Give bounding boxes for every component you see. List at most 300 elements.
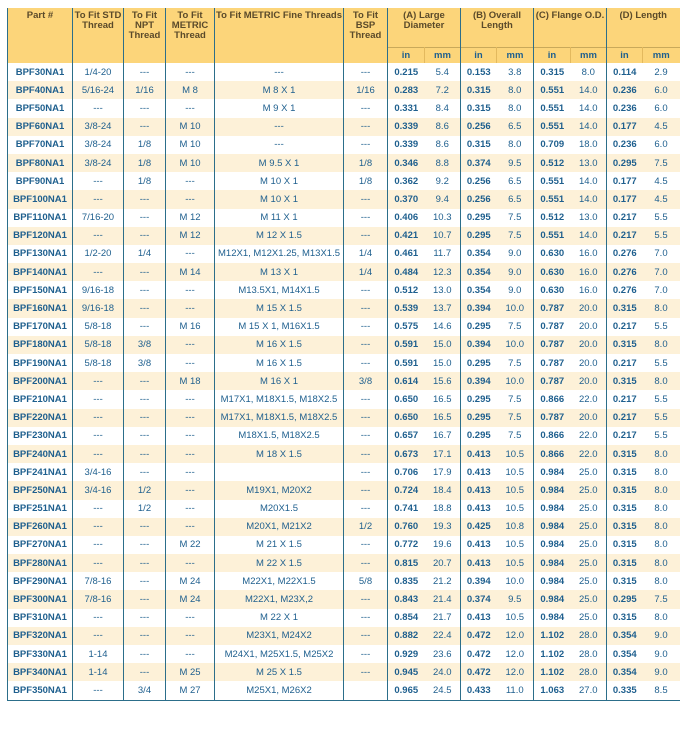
cell-overall-length-mm: 8.0 <box>497 99 534 117</box>
cell-overall-length-in: 0.256 <box>461 118 497 136</box>
cell-metric-fine-threads: M 12 X 1.5 <box>215 227 344 245</box>
cell-large-diameter-in: 0.339 <box>388 136 425 154</box>
cell-length-in: 0.217 <box>607 409 643 427</box>
cell-metric-fine-threads: M18X1.5, M18X2.5 <box>215 427 344 445</box>
cell-npt-thread: 3/8 <box>124 354 166 372</box>
cell-flange-od-mm: 13.0 <box>571 209 607 227</box>
table-row <box>8 118 680 136</box>
cell-metric-fine-threads: M17X1, M18X1.5, M18X2.5 <box>215 409 344 427</box>
cell-bsp-thread: 5/8 <box>344 572 388 590</box>
cell-flange-od-in: 1.102 <box>534 627 571 645</box>
unit-mm: mm <box>571 48 607 64</box>
table-row <box>8 445 680 463</box>
cell-large-diameter-in: 0.673 <box>388 445 425 463</box>
cell-npt-thread: 1/8 <box>124 136 166 154</box>
cell-std-thread: --- <box>73 263 124 281</box>
cell-bsp-thread: --- <box>344 609 388 627</box>
cell-large-diameter-in: 0.591 <box>388 354 425 372</box>
cell-metric-fine-threads: M 16 X 1 <box>215 372 344 390</box>
cell-std-thread: 9/16-18 <box>73 281 124 299</box>
cell-length-in: 0.217 <box>607 427 643 445</box>
cell-bsp-thread: 1/16 <box>344 81 388 99</box>
cell-flange-od-mm: 25.0 <box>571 518 607 536</box>
cell-large-diameter-in: 0.283 <box>388 81 425 99</box>
cell-flange-od-in: 0.984 <box>534 463 571 481</box>
cell-overall-length-mm: 6.5 <box>497 172 534 190</box>
cell-large-diameter-mm: 11.7 <box>425 245 461 263</box>
cell-metric-fine-threads: M 18 X 1.5 <box>215 445 344 463</box>
cell-large-diameter-mm: 16.5 <box>425 409 461 427</box>
unit-mm: mm <box>425 48 461 64</box>
header-std-thread: To Fit STD Thread <box>73 8 124 63</box>
cell-flange-od-mm: 18.0 <box>571 136 607 154</box>
cell-part-number: BPF180NA1 <box>8 336 73 354</box>
cell-length-in: 0.315 <box>607 336 643 354</box>
cell-std-thread: 5/16-24 <box>73 81 124 99</box>
cell-flange-od-in: 0.512 <box>534 209 571 227</box>
cell-part-number: BPF260NA1 <box>8 518 73 536</box>
cell-metric-fine-threads: M25X1, M26X2 <box>215 681 344 700</box>
cell-bsp-thread: --- <box>344 227 388 245</box>
cell-npt-thread: --- <box>124 118 166 136</box>
cell-metric-thread: --- <box>166 409 215 427</box>
cell-bsp-thread: 1/8 <box>344 154 388 172</box>
cell-metric-thread: M 16 <box>166 318 215 336</box>
cell-metric-fine-threads: M20X1, M21X2 <box>215 518 344 536</box>
cell-flange-od-mm: 27.0 <box>571 681 607 700</box>
cell-overall-length-in: 0.413 <box>461 445 497 463</box>
cell-large-diameter-mm: 7.2 <box>425 81 461 99</box>
cell-large-diameter-mm: 8.6 <box>425 118 461 136</box>
cell-metric-thread: --- <box>166 281 215 299</box>
table-row <box>8 681 680 700</box>
cell-part-number: BPF340NA1 <box>8 663 73 681</box>
table-row <box>8 518 680 536</box>
cell-npt-thread: --- <box>124 281 166 299</box>
cell-bsp-thread: --- <box>344 645 388 663</box>
cell-overall-length-mm: 10.8 <box>497 518 534 536</box>
cell-length-in: 0.236 <box>607 81 643 99</box>
cell-part-number: BPF320NA1 <box>8 627 73 645</box>
cell-overall-length-in: 0.394 <box>461 572 497 590</box>
cell-part-number: BPF300NA1 <box>8 590 73 608</box>
cell-length-mm: 7.0 <box>654 284 668 296</box>
cell-bsp-thread: --- <box>344 427 388 445</box>
cell-metric-fine-threads: M 25 X 1.5 <box>215 663 344 681</box>
cell-bsp-thread: --- <box>344 463 388 481</box>
table-row <box>8 536 680 554</box>
cell-bsp-thread: --- <box>344 536 388 554</box>
cell-length-mm: 6.0 <box>643 81 680 99</box>
cell-overall-length-in: 0.413 <box>461 481 497 499</box>
table-row <box>8 336 680 354</box>
cell-flange-od-in: 0.984 <box>534 518 571 536</box>
table-row <box>8 409 680 427</box>
cell-npt-thread: --- <box>124 390 166 408</box>
cell-flange-od-mm: 20.0 <box>571 318 607 336</box>
cell-large-diameter-in: 0.215 <box>388 63 425 81</box>
cell-bsp-thread: --- <box>344 99 388 117</box>
cell-flange-od-mm: 14.0 <box>571 118 607 136</box>
cell-std-thread: 3/8-24 <box>73 154 124 172</box>
cell-large-diameter-mm: 9.2 <box>425 172 461 190</box>
table-row <box>8 245 680 263</box>
cell-npt-thread: --- <box>124 645 166 663</box>
cell-metric-thread: M 24 <box>166 572 215 590</box>
cell-large-diameter-in: 0.657 <box>388 427 425 445</box>
cell-overall-length-mm: 7.5 <box>497 390 534 408</box>
cell-length-mm: 7.0 <box>643 263 680 281</box>
table-row <box>8 227 680 245</box>
cell-overall-length-mm: 8.0 <box>497 136 534 154</box>
cell-overall-length-mm: 12.0 <box>497 645 534 663</box>
cell-overall-length-in: 0.295 <box>461 427 497 445</box>
cell-metric-fine-threads: M23X1, M24X2 <box>215 627 344 645</box>
cell-part-number: BPF60NA1 <box>8 118 73 136</box>
cell-length-in: 0.315 <box>607 372 643 390</box>
cell-large-diameter-in: 0.724 <box>388 481 425 499</box>
cell-metric-fine-threads: M 13 X 1 <box>215 263 344 281</box>
table-row <box>8 354 680 372</box>
cell-std-thread: --- <box>73 372 124 390</box>
cell-bsp-thread: 1/4 <box>344 263 388 281</box>
cell-flange-od-in: 0.551 <box>534 81 571 99</box>
cell-flange-od-mm: 22.0 <box>571 445 607 463</box>
cell-overall-length-mm: 10.5 <box>497 445 534 463</box>
cell-large-diameter-mm: 21.4 <box>425 590 461 608</box>
cell-metric-thread: M 24 <box>166 590 215 608</box>
cell-length-in: 0.354 <box>607 627 643 645</box>
cell-overall-length-in: 0.295 <box>461 227 497 245</box>
cell-flange-od-mm: 16.0 <box>571 281 607 299</box>
cell-part-number: BPF350NA1 <box>8 681 73 700</box>
table-row <box>8 463 680 481</box>
unit-in: in <box>607 48 643 64</box>
cell-length-mm: 5.5 <box>654 321 668 333</box>
cell-bsp-thread: --- <box>344 554 388 572</box>
cell-length-mm: 8.0 <box>643 518 680 536</box>
cell-large-diameter-mm: 19.6 <box>425 536 461 554</box>
cell-std-thread: --- <box>73 627 124 645</box>
cell-overall-length-mm: 10.0 <box>497 372 534 390</box>
cell-length-in: 0.114 <box>607 63 643 81</box>
cell-flange-od-in: 0.984 <box>534 572 571 590</box>
cell-overall-length-mm: 10.5 <box>497 554 534 572</box>
cell-large-diameter-mm: 10.7 <box>425 227 461 245</box>
cell-large-diameter-in: 0.835 <box>388 572 425 590</box>
cell-flange-od-in: 0.866 <box>534 445 571 463</box>
cell-flange-od-in: 0.315 <box>534 63 571 81</box>
cell-flange-od-mm: 28.0 <box>571 645 607 663</box>
cell-overall-length-in: 0.433 <box>461 681 497 700</box>
cell-metric-thread: --- <box>166 354 215 372</box>
cell-length-in: 0.276 <box>607 263 643 281</box>
cell-overall-length-mm: 7.5 <box>497 227 534 245</box>
cell-npt-thread: 1/2 <box>124 500 166 518</box>
cell-large-diameter-mm: 23.6 <box>425 645 461 663</box>
cell-large-diameter-mm: 18.8 <box>425 500 461 518</box>
cell-length-in: 0.315 <box>607 572 643 590</box>
cell-overall-length-in: 0.315 <box>461 99 497 117</box>
table-row <box>8 645 680 663</box>
cell-std-thread: --- <box>73 518 124 536</box>
cell-overall-length-mm: 10.5 <box>497 609 534 627</box>
header-metric-thread: To Fit METRIC Thread <box>166 8 215 63</box>
cell-metric-thread: --- <box>166 481 215 499</box>
cell-bsp-thread: 1/2 <box>344 518 388 536</box>
cell-large-diameter-mm: 12.3 <box>425 263 461 281</box>
cell-npt-thread: 1/8 <box>124 154 166 172</box>
cell-length-mm: 9.0 <box>654 648 668 660</box>
cell-metric-fine-threads: M22X1, M22X1.5 <box>215 572 344 590</box>
cell-bsp-thread: --- <box>344 299 388 317</box>
cell-large-diameter-mm: 22.4 <box>425 627 461 645</box>
cell-overall-length-mm: 10.0 <box>497 336 534 354</box>
cell-large-diameter-mm: 24.5 <box>425 681 461 700</box>
table-row <box>8 372 680 390</box>
cell-metric-thread: M 18 <box>166 372 215 390</box>
cell-metric-fine-threads: M17X1, M18X1.5, M18X2.5 <box>215 390 344 408</box>
cell-overall-length-in: 0.472 <box>461 627 497 645</box>
cell-length-mm: 8.0 <box>654 575 668 587</box>
cell-npt-thread: --- <box>124 190 166 208</box>
cell-metric-fine-threads <box>215 463 344 481</box>
cell-flange-od-mm: 25.0 <box>571 572 607 590</box>
cell-flange-od-mm: 20.0 <box>571 336 607 354</box>
cell-length-mm: 9.0 <box>643 627 680 645</box>
cell-flange-od-in: 0.787 <box>534 318 571 336</box>
cell-overall-length-mm: 12.0 <box>497 663 534 681</box>
cell-npt-thread: --- <box>124 536 166 554</box>
cell-metric-thread: M 27 <box>166 681 215 700</box>
cell-flange-od-mm: 14.0 <box>571 81 607 99</box>
cell-large-diameter-in: 0.854 <box>388 609 425 627</box>
cell-npt-thread: 1/2 <box>124 481 166 499</box>
table-row <box>8 281 680 299</box>
cell-large-diameter-mm: 24.0 <box>425 663 461 681</box>
cell-npt-thread: --- <box>124 572 166 590</box>
table-row <box>8 609 680 627</box>
cell-std-thread: 9/16-18 <box>73 299 124 317</box>
table-row <box>8 190 680 208</box>
cell-part-number: BPF140NA1 <box>8 263 73 281</box>
cell-large-diameter-mm: 15.0 <box>425 336 461 354</box>
cell-std-thread: 7/16-20 <box>73 209 124 227</box>
cell-bsp-thread: --- <box>344 500 388 518</box>
cell-overall-length-in: 0.425 <box>461 518 497 536</box>
cell-bsp-thread: --- <box>344 190 388 208</box>
cell-large-diameter-mm: 5.4 <box>425 63 461 81</box>
cell-metric-thread: --- <box>166 336 215 354</box>
cell-large-diameter-in: 0.882 <box>388 627 425 645</box>
table-row <box>8 481 680 499</box>
cell-npt-thread: --- <box>124 463 166 481</box>
cell-bsp-thread: --- <box>344 281 388 299</box>
cell-flange-od-in: 0.512 <box>534 154 571 172</box>
cell-length-mm: 8.0 <box>643 336 680 354</box>
cell-flange-od-in: 0.866 <box>534 427 571 445</box>
cell-npt-thread: --- <box>124 445 166 463</box>
cell-length-mm: 4.5 <box>643 190 680 208</box>
cell-length-in: 0.335 <box>607 681 643 700</box>
cell-std-thread: 1-14 <box>73 663 124 681</box>
cell-std-thread: 1/4-20 <box>73 63 124 81</box>
cell-length-mm: 7.5 <box>643 154 680 172</box>
cell-part-number: BPF30NA1 <box>8 63 73 81</box>
cell-metric-thread: --- <box>166 500 215 518</box>
cell-std-thread: --- <box>73 445 124 463</box>
cell-part-number: BPF170NA1 <box>8 318 73 336</box>
cell-length-in: 0.217 <box>607 354 643 372</box>
cell-metric-fine-threads: M 9 X 1 <box>215 99 344 117</box>
cell-part-number: BPF270NA1 <box>8 536 73 554</box>
cell-metric-fine-threads: M 22 X 1 <box>215 609 344 627</box>
cell-length-mm: 5.5 <box>654 393 668 405</box>
cell-part-number: BPF80NA1 <box>8 154 73 172</box>
cell-part-number: BPF120NA1 <box>8 227 73 245</box>
table-row <box>8 318 680 336</box>
cell-overall-length-mm: 9.5 <box>497 154 534 172</box>
header-bsp-thread: To Fit BSP Thread <box>344 8 388 63</box>
cell-flange-od-in: 0.984 <box>534 554 571 572</box>
header-row <box>8 8 680 48</box>
cell-large-diameter-mm: 15.0 <box>425 354 461 372</box>
unit-in: in <box>388 48 425 64</box>
cell-npt-thread: --- <box>124 427 166 445</box>
cell-std-thread: 3/4-16 <box>73 481 124 499</box>
cell-bsp-thread <box>344 681 388 700</box>
cell-npt-thread: --- <box>124 409 166 427</box>
cell-overall-length-mm: 10.5 <box>497 536 534 554</box>
cell-overall-length-mm: 8.0 <box>497 81 534 99</box>
cell-overall-length-in: 0.413 <box>461 609 497 627</box>
cell-flange-od-mm: 25.0 <box>571 609 607 627</box>
cell-length-mm: 8.0 <box>643 445 680 463</box>
cell-large-diameter-mm: 16.7 <box>425 427 461 445</box>
cell-flange-od-in: 0.787 <box>534 336 571 354</box>
cell-std-thread: 5/8-18 <box>73 354 124 372</box>
header-part: Part # <box>8 8 73 63</box>
cell-overall-length-in: 0.394 <box>461 299 497 317</box>
cell-overall-length-in: 0.394 <box>461 372 497 390</box>
cell-metric-thread: --- <box>166 245 215 263</box>
cell-flange-od-in: 1.102 <box>534 645 571 663</box>
cell-bsp-thread: --- <box>344 63 388 81</box>
cell-std-thread: 1-14 <box>73 645 124 663</box>
table-row <box>8 390 680 408</box>
cell-npt-thread: --- <box>124 299 166 317</box>
cell-flange-od-mm: 20.0 <box>571 299 607 317</box>
cell-overall-length-in: 0.413 <box>461 536 497 554</box>
cell-part-number: BPF241NA1 <box>8 463 73 481</box>
cell-large-diameter-in: 0.843 <box>388 590 425 608</box>
cell-large-diameter-in: 0.741 <box>388 500 425 518</box>
cell-metric-fine-threads: M19X1, M20X2 <box>215 481 344 499</box>
cell-length-mm: 8.0 <box>654 612 668 624</box>
cell-length-in: 0.217 <box>607 227 643 245</box>
cell-large-diameter-mm: 15.6 <box>425 372 461 390</box>
cell-metric-fine-threads: M 9.5 X 1 <box>215 154 344 172</box>
cell-npt-thread: --- <box>124 518 166 536</box>
cell-npt-thread: --- <box>124 609 166 627</box>
cell-std-thread: --- <box>73 99 124 117</box>
cell-length-in: 0.217 <box>607 318 643 336</box>
cell-length-mm: 6.0 <box>654 139 668 151</box>
cell-overall-length-mm: 7.5 <box>497 318 534 336</box>
cell-bsp-thread: --- <box>344 318 388 336</box>
header-length: (D) Length <box>607 8 680 48</box>
cell-overall-length-in: 0.413 <box>461 463 497 481</box>
cell-flange-od-in: 0.709 <box>534 136 571 154</box>
cell-npt-thread: --- <box>124 554 166 572</box>
cell-std-thread: --- <box>73 536 124 554</box>
cell-large-diameter-in: 0.339 <box>388 118 425 136</box>
cell-npt-thread: --- <box>124 318 166 336</box>
cell-metric-thread: --- <box>166 445 215 463</box>
cell-overall-length-in: 0.295 <box>461 354 497 372</box>
cell-large-diameter-mm: 8.4 <box>425 99 461 117</box>
cell-flange-od-mm: 25.0 <box>571 554 607 572</box>
cell-part-number: BPF50NA1 <box>8 99 73 117</box>
cell-std-thread: 3/8-24 <box>73 118 124 136</box>
cell-large-diameter-in: 0.650 <box>388 409 425 427</box>
cell-std-thread: --- <box>73 500 124 518</box>
cell-large-diameter-in: 0.575 <box>388 318 425 336</box>
cell-metric-thread: --- <box>166 463 215 481</box>
table-row <box>8 627 680 645</box>
cell-length-in: 0.177 <box>607 118 643 136</box>
unit-mm: mm <box>497 48 534 64</box>
cell-length-mm: 8.0 <box>643 554 680 572</box>
cell-length-mm: 2.9 <box>654 66 668 78</box>
cell-large-diameter-mm: 14.6 <box>425 318 461 336</box>
cell-length-in: 0.177 <box>607 172 643 190</box>
cell-large-diameter-mm: 19.3 <box>425 518 461 536</box>
cell-large-diameter-in: 0.461 <box>388 245 425 263</box>
cell-overall-length-in: 0.374 <box>461 154 497 172</box>
cell-overall-length-in: 0.153 <box>461 63 497 81</box>
cell-metric-fine-threads: M22X1, M23X,2 <box>215 590 344 608</box>
cell-length-mm: 8.0 <box>643 299 680 317</box>
cell-large-diameter-mm: 17.9 <box>425 463 461 481</box>
cell-npt-thread: --- <box>124 627 166 645</box>
cell-metric-fine-threads: M 8 X 1 <box>215 81 344 99</box>
cell-large-diameter-in: 0.331 <box>388 99 425 117</box>
cell-flange-od-mm: 25.0 <box>571 500 607 518</box>
cell-large-diameter-mm: 21.7 <box>425 609 461 627</box>
cell-overall-length-in: 0.295 <box>461 209 497 227</box>
cell-large-diameter-in: 0.929 <box>388 645 425 663</box>
cell-large-diameter-in: 0.484 <box>388 263 425 281</box>
cell-overall-length-in: 0.394 <box>461 336 497 354</box>
cell-overall-length-mm: 10.5 <box>497 481 534 499</box>
cell-std-thread: 5/8-18 <box>73 318 124 336</box>
cell-length-in: 0.217 <box>607 209 643 227</box>
cell-part-number: BPF220NA1 <box>8 409 73 427</box>
cell-std-thread: --- <box>73 190 124 208</box>
cell-length-in: 0.177 <box>607 190 643 208</box>
cell-part-number: BPF90NA1 <box>8 172 73 190</box>
cell-overall-length-mm: 7.5 <box>497 427 534 445</box>
cell-part-number: BPF40NA1 <box>8 81 73 99</box>
cell-part-number: BPF150NA1 <box>8 281 73 299</box>
cell-large-diameter-in: 0.965 <box>388 681 425 700</box>
table-row <box>8 172 680 190</box>
cell-std-thread: --- <box>73 390 124 408</box>
cell-npt-thread: --- <box>124 227 166 245</box>
cell-flange-od-mm: 14.0 <box>571 172 607 190</box>
cell-std-thread: --- <box>73 227 124 245</box>
